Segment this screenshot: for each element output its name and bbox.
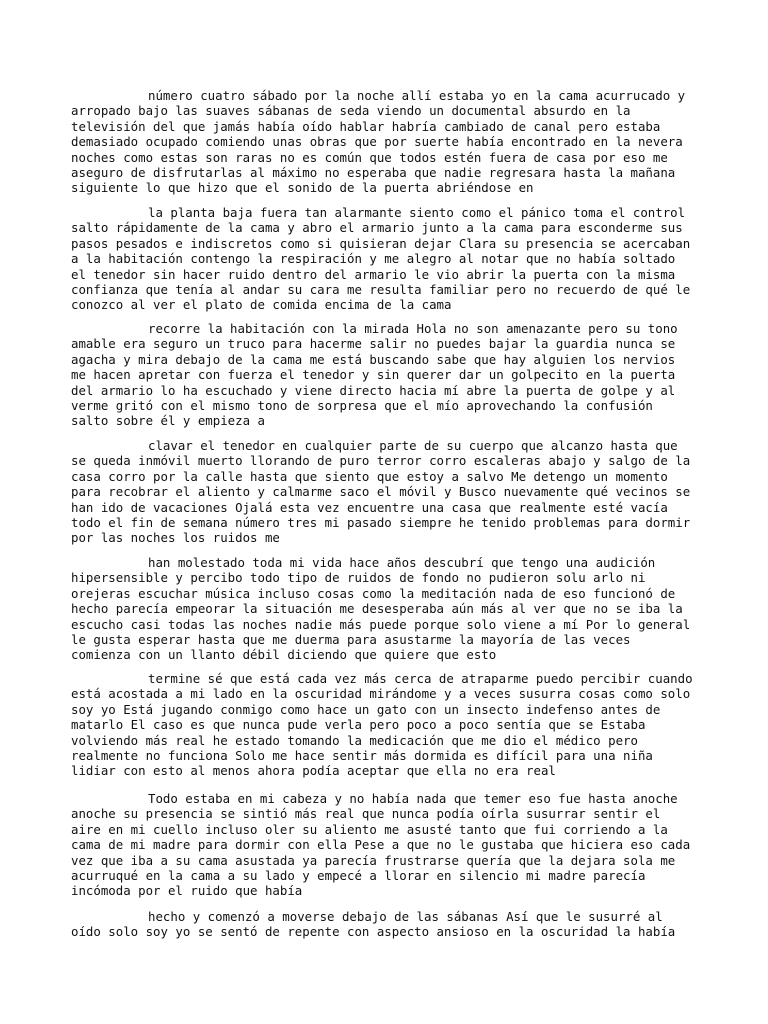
paragraph-4 — [71, 438, 701, 546]
text-line: orejeras escuchar música incluso cosas como la meditación nada de eso funcionó de — [71, 585, 676, 601]
text-line: del armario lo ha escuchado y viene directo hacia mí abre la puerta de golpe y al — [71, 382, 676, 398]
text-line: para recobrar el aliento y calmarme saco el móvil y Busco nuevamente qué vecinos se — [71, 484, 691, 500]
text-line: realmente no funciona Solo me hace sentir más dormida es difícil para una niña — [71, 748, 653, 764]
text-line: arropado bajo las suaves sábanas de seda viendo un documental absurdo en la — [71, 103, 631, 119]
paragraph-5 — [71, 555, 701, 663]
text-line: salto rápidamente de la cama y abro el armario junto a la cama para esconderme sus — [71, 220, 683, 236]
text-line: hipersensible y percibo todo tipo de ruidos de fondo no pudieron solu arlo ni — [71, 570, 646, 586]
text-line: se queda inmóvil muerto llorando de puro terror corro escaleras abajo y salgo de la — [71, 453, 691, 469]
text-line: amable era seguro un truco para hacerme salir no puedes bajar la guardia nunca se — [71, 336, 676, 352]
text-line: hecho parecía empeorar la situación me desesperaba aún más al ver que no se iba la — [71, 601, 683, 617]
text-line: vez que iba a su cama asustada ya parecía frustrarse quería que la dejara sola me — [71, 852, 676, 868]
text-line: todo el fin de semana número tres mi pasado siempre he tenido problemas para dormir — [71, 515, 691, 531]
text-line: hecho y comenzó a moverse debajo de las sábanas Así que le susurré al — [148, 909, 663, 924]
text-line: volviendo más real he estado tomando la medicación que me dio el médico pero — [71, 732, 638, 748]
text-line: anoche su presencia se sintió más real que nunca podía oírla susurrar sentir el — [71, 806, 661, 822]
text-line: salto sobre él y empieza a — [71, 413, 265, 429]
text-line: comienza con un llanto débil diciendo que quiere que esto — [71, 647, 497, 663]
paragraph-6 — [71, 671, 701, 779]
text-line: la planta baja fuera tan alarmante siento como el pánico toma el control — [148, 205, 686, 220]
paragraph-1 — [71, 88, 701, 196]
text-line: aseguro de disfrutarlas al máximo no esperaba que nadie regresara hasta la mañana — [71, 165, 676, 181]
paragraph-7 — [71, 791, 701, 899]
text-line: lidiar con esto al menos ahora podía aceptar que ella no era real — [71, 763, 556, 779]
text-line: casa corro por la calle hasta que siento que estoy a salvo Me detengo un momento — [71, 468, 668, 484]
text-line: el tenedor sin hacer ruido dentro del armario le vio abrir la puerta con la misma — [71, 266, 676, 282]
text-line: aire en mi cuello incluso oler su aliento me asusté tanto que fui corriendo a la — [71, 821, 668, 837]
text-line: siguiente lo que hizo que el sonido de la puerta abriéndose en — [71, 180, 534, 196]
text-line: clavar el tenedor en cualquier parte de su cuerpo que alcanzo hasta que — [148, 438, 678, 453]
text-line: verme gritó con el mismo tono de sorpresa que el mío aprovechando la confusión — [71, 398, 653, 414]
paragraph-8 — [71, 909, 701, 940]
text-line: incómoda por el ruido que había — [71, 883, 303, 899]
text-line: cama de mi madre para dormir con ella Pese a que no le gustaba que hiciera eso cada — [71, 837, 691, 853]
text-line: oído solo soy yo se sentó de repente con aspecto ansioso en la oscuridad la había — [71, 924, 676, 940]
text-line: agacha y mira debajo de la cama me está buscando sabe que hay alguien los nervios — [71, 351, 676, 367]
text-line: han ido de vacaciones Ojalá esta vez encuentre una casa que realmente esté vacía — [71, 499, 668, 515]
text-line: noches como estas son raras no es común que todos estén fuera de casa por eso me — [71, 149, 668, 165]
text-line: matarlo El caso es que nunca pude verla pero poco a poco sentía que se Estaba — [71, 717, 646, 733]
text-line: demasiado ocupado comiendo unas obras que por suerte había encontrado en la nevera — [71, 134, 683, 150]
text-line: Todo estaba en mi cabeza y no había nada que temer eso fue hasta anoche — [148, 791, 678, 806]
text-line: número cuatro sábado por la noche allí estaba yo en la cama acurrucado y — [148, 88, 686, 103]
text-line: acurruqué en la cama a su lado y empecé a llorar en silencio mi madre parecía — [71, 868, 646, 884]
text-line: le gusta esperar hasta que me duerma para asustarme la mayoría de las veces — [71, 632, 631, 648]
text-line: conozco al ver el plato de comida encima de la cama — [71, 297, 452, 313]
text-line: soy yo Está jugando conmigo como hace un gato con un insecto indefenso antes de — [71, 701, 661, 717]
text-line: me hacen apretar con fuerza el tenedor y sin querer dar un golpecito en la puerta — [71, 367, 676, 383]
text-line: confianza que tenía al andar su cara me resulta familiar pero no recuerdo de qué le — [71, 282, 691, 298]
text-line: está acostada a mi lado en la oscuridad mirándome y a veces susurra cosas como solo — [71, 686, 691, 702]
text-line: por las noches los ruidos me — [71, 530, 280, 546]
paragraph-2 — [71, 205, 701, 313]
text-line: escucho casi todas las noches nadie más puede porque solo viene a mí Por lo general — [71, 616, 691, 632]
paragraph-3 — [71, 321, 701, 429]
text-line: a la habitación contengo la respiración y me alegro al notar que no había soltado — [71, 251, 676, 267]
text-line: recorre la habitación con la mirada Hola no son amenazante pero su tono — [148, 321, 678, 336]
text-line: pasos pesados e indiscretos como si quisieran dejar Clara su presencia se acercaban — [71, 235, 691, 251]
text-line: termine sé que está cada vez más cerca de atraparme puedo percibir cuando — [148, 671, 693, 686]
text-line: televisión del que jamás había oído hablar habría cambiado de canal pero estaba — [71, 118, 661, 134]
text-line: han molestado toda mi vida hace años descubrí que tengo una audición — [148, 555, 656, 570]
